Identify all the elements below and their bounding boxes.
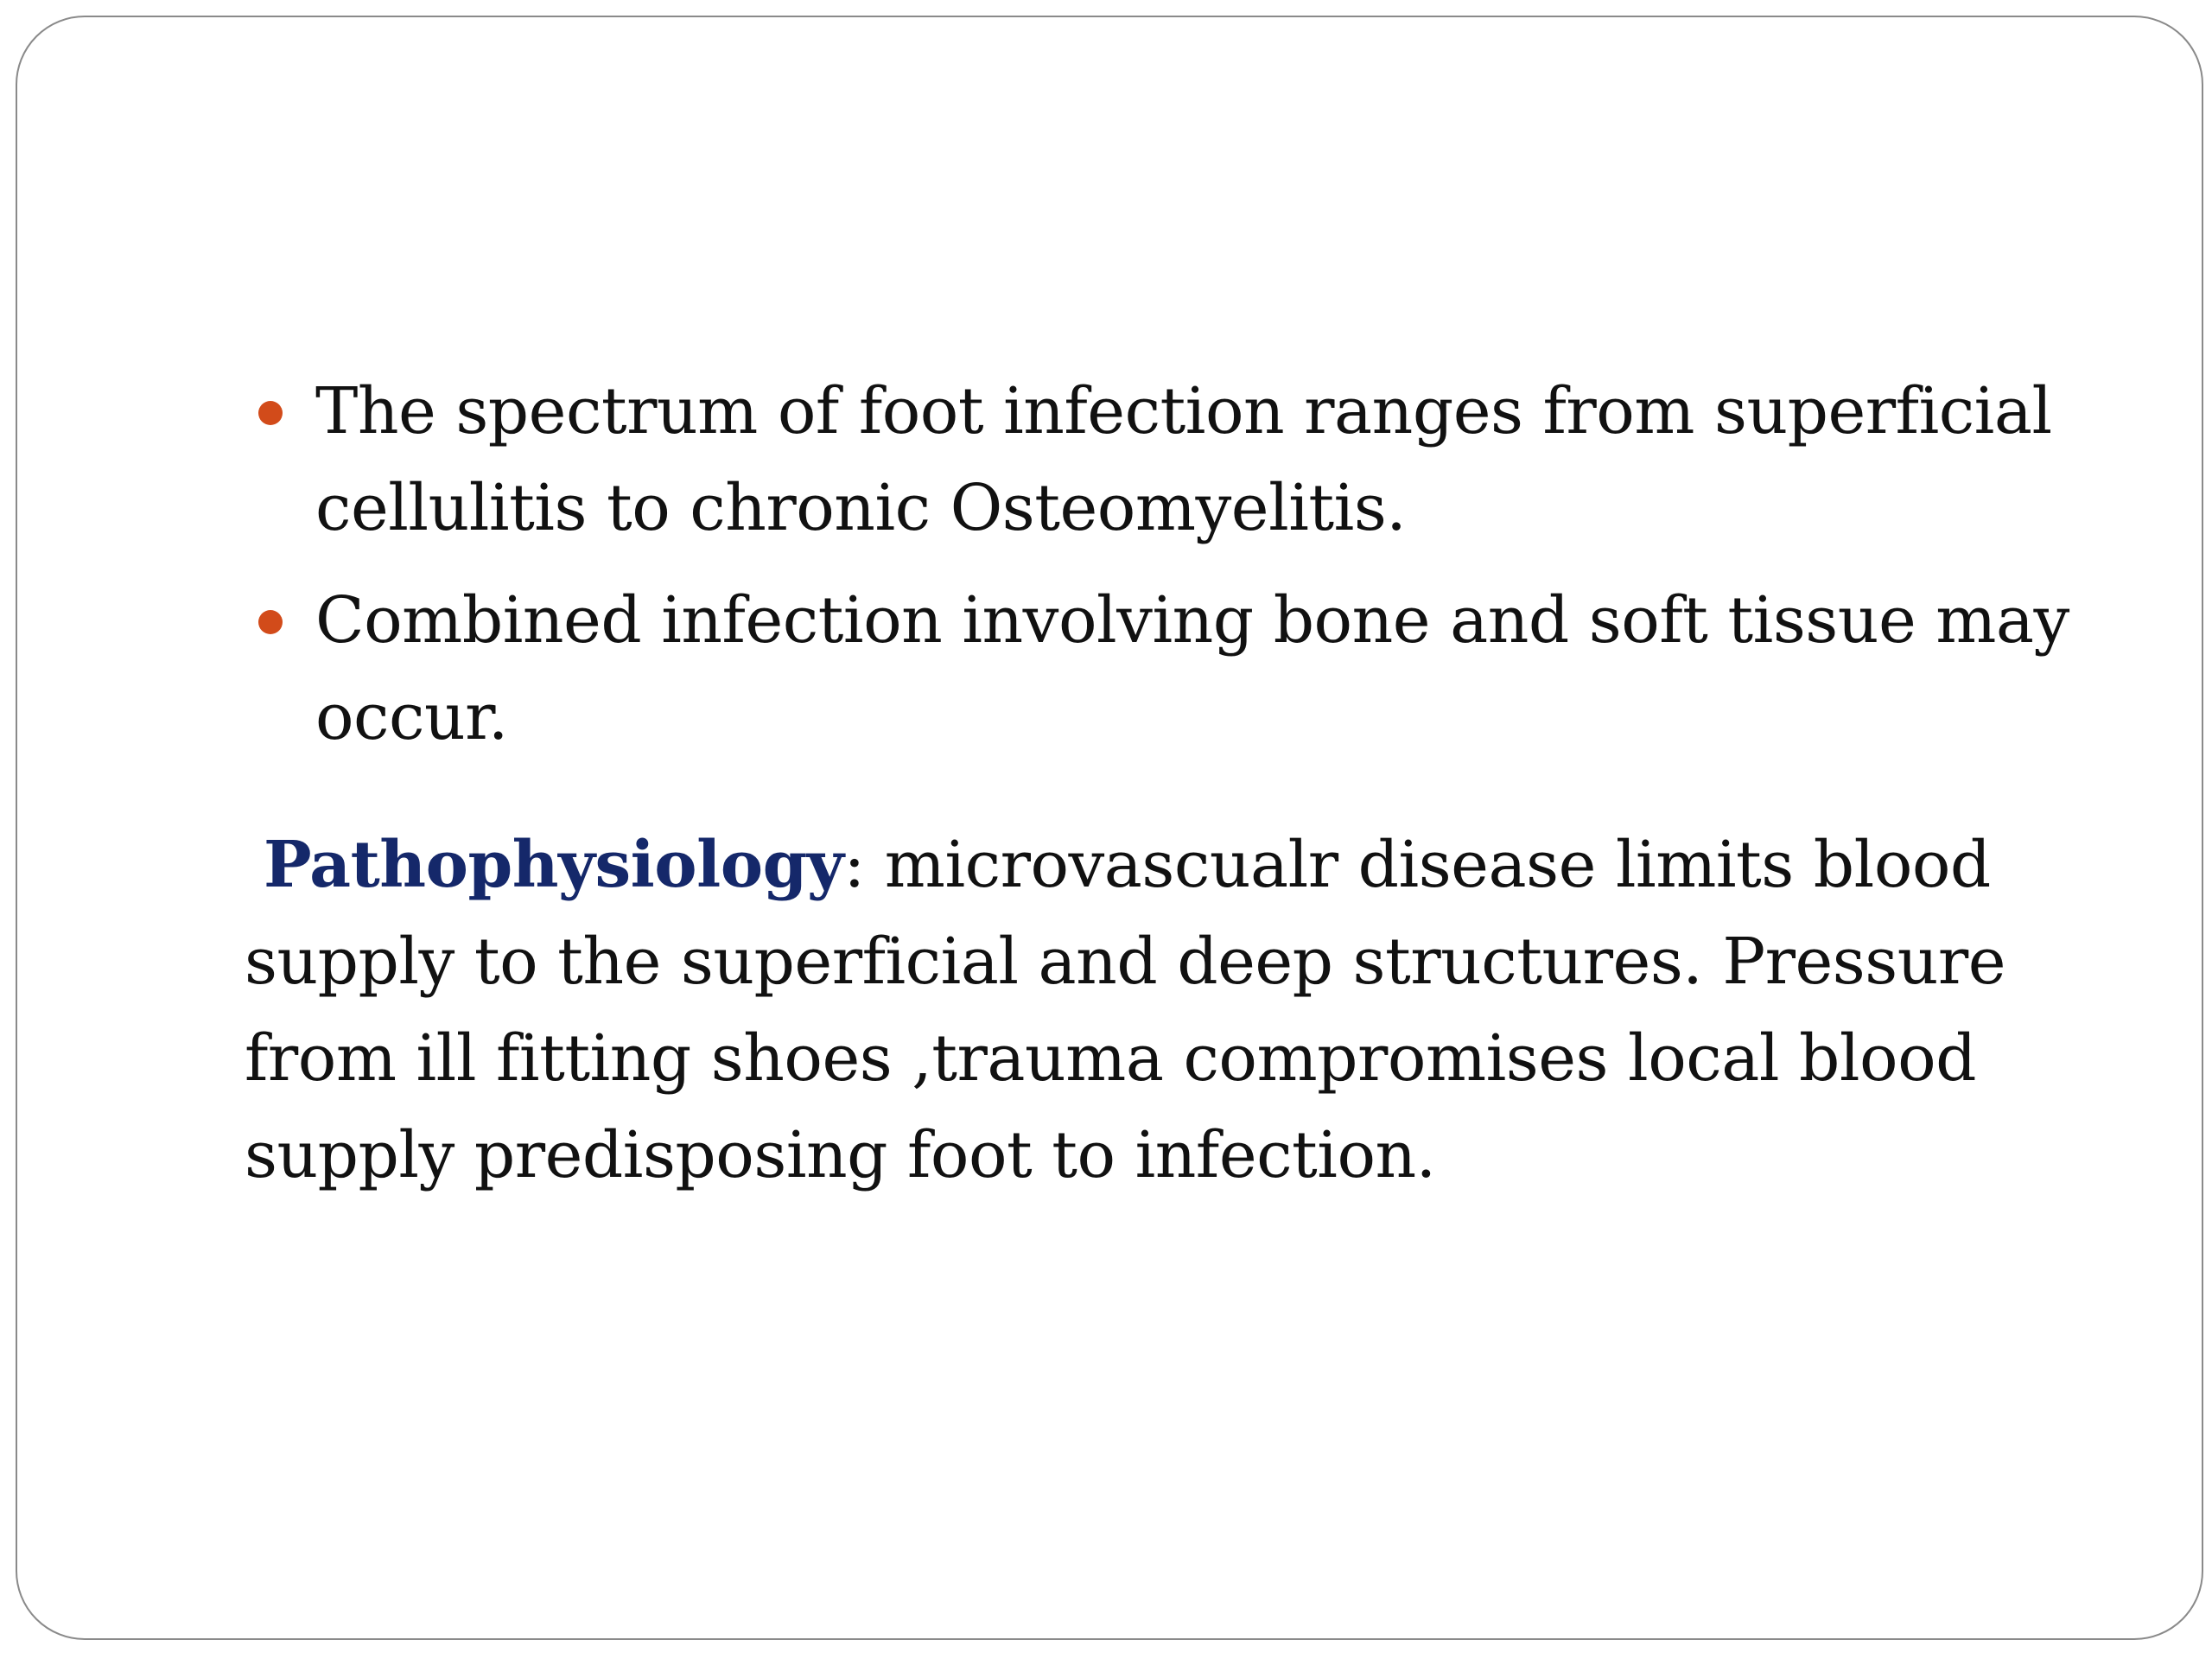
- bullet-text: Combined infection involving bone and soft tissue may occur.: [315, 583, 2069, 754]
- slide: [16, 16, 2203, 1640]
- pathophysiology-term: Pathophysiology: [264, 828, 844, 902]
- pathophysiology-text: : microvascualr disease limits blood supply to the superficial and deep structures. Pressure from ill fitting shoes ,trauma compromises local blood supply predisposing foot to infection.: [245, 828, 2006, 1192]
- pathophysiology-paragraph: [245, 817, 2102, 1204]
- bullet-item: [315, 363, 2130, 556]
- bullet-dot-icon: [258, 401, 283, 425]
- bullet-dot-icon: [258, 610, 283, 634]
- bullet-text: The spectrum of foot infection ranges from superficial cellulitis to chronic Osteomyelitis.: [315, 374, 2052, 545]
- bullet-list: [315, 363, 2130, 781]
- bullet-item: [315, 572, 2130, 766]
